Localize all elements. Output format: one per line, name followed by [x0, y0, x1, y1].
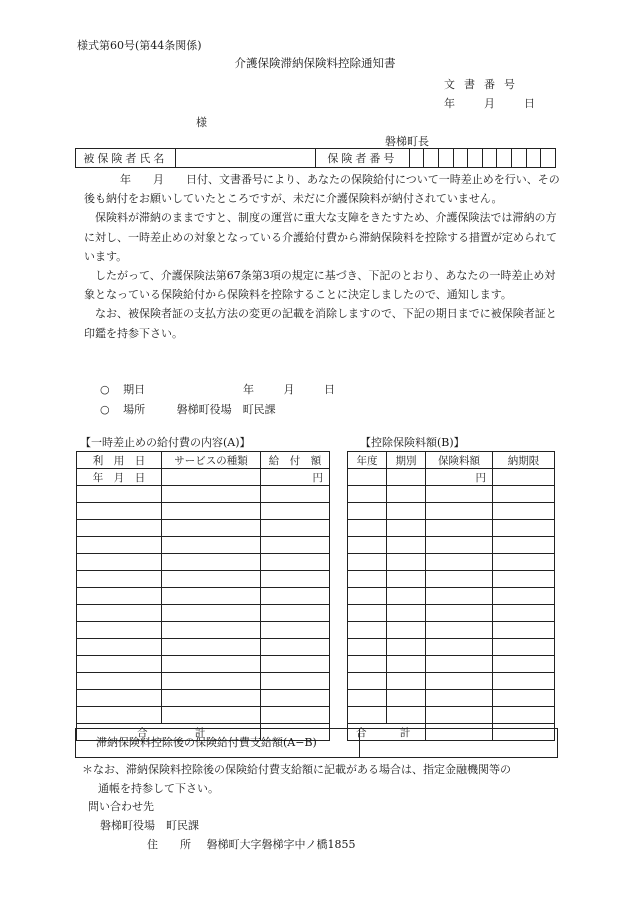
deducted-premium-table [347, 451, 555, 741]
period-cell[interactable] [387, 469, 426, 486]
table-cell[interactable] [493, 707, 555, 724]
place-value: 磐梯町役場 町民課 [176, 403, 276, 416]
total-label-right: 計 [399, 726, 411, 739]
table-cell[interactable] [387, 690, 426, 707]
table-cell[interactable] [493, 554, 555, 571]
table-cell[interactable] [387, 571, 426, 588]
table-row [77, 622, 330, 639]
table-row [348, 673, 555, 690]
insurer-number-digit[interactable] [482, 149, 497, 168]
table-cell[interactable] [162, 554, 261, 571]
table-cell[interactable] [162, 656, 261, 673]
table-row [348, 469, 555, 486]
table-cell[interactable] [387, 673, 426, 690]
table-cell[interactable] [426, 588, 493, 605]
table-cell[interactable] [162, 673, 261, 690]
net-payment-box [75, 728, 558, 758]
table-cell[interactable] [348, 503, 387, 520]
table-cell[interactable] [261, 520, 330, 537]
table-cell[interactable] [348, 588, 387, 605]
due-date-label: 期日 [123, 383, 146, 396]
table-cell[interactable] [77, 622, 162, 639]
table-row [348, 622, 555, 639]
table-cell[interactable] [426, 503, 493, 520]
table-cell[interactable] [162, 520, 261, 537]
body-paragraph-2: 保険料が滞納のままですと、制度の運営に重大な支障をきたすため、介護保険法では滞納の方に対し、一時差止めの対象となっている介護給付費から滞納保険料を控除する措置が定められています。 [84, 211, 557, 263]
table-cell[interactable] [77, 486, 162, 503]
table-row [348, 571, 555, 588]
inquiry-heading: 問い合わせ先 [88, 800, 154, 813]
table-cell[interactable] [77, 707, 162, 724]
table-cell[interactable] [493, 639, 555, 656]
due-date-month: 月 [283, 383, 295, 396]
table-cell[interactable] [348, 554, 387, 571]
address-value: 磐梯町大字磐梯字中ノ橋1855 [206, 838, 356, 851]
table-row [348, 605, 555, 622]
table-cell[interactable] [261, 588, 330, 605]
form-number: 様式第60号(第44条関係) [77, 39, 202, 52]
table-row [77, 486, 330, 503]
table-cell[interactable] [493, 622, 555, 639]
net-payment-amount-field[interactable] [362, 726, 557, 757]
table-row [77, 707, 330, 724]
table-cell[interactable] [387, 639, 426, 656]
table-cell[interactable] [162, 503, 261, 520]
table-cell[interactable] [77, 656, 162, 673]
column-header: 納期限 [493, 452, 555, 469]
table-cell[interactable] [162, 639, 261, 656]
table-cell[interactable] [493, 503, 555, 520]
insurer-number-digit[interactable] [438, 149, 453, 168]
insurer-number-digit[interactable] [526, 149, 541, 168]
total-label-left: 合 [356, 726, 367, 739]
table-row [77, 673, 330, 690]
table-row [348, 639, 555, 656]
service-type-cell[interactable] [162, 469, 261, 486]
table-cell[interactable] [162, 537, 261, 554]
table-cell[interactable] [348, 707, 387, 724]
table-row [77, 690, 330, 707]
inquiry-office: 磐梯町役場 町民課 [100, 819, 199, 832]
total-label-right: 計 [194, 726, 206, 739]
column-header: サービスの種類 [162, 452, 261, 469]
table-cell[interactable] [426, 690, 493, 707]
table-cell[interactable] [261, 707, 330, 724]
table-row [77, 605, 330, 622]
table-cell[interactable] [426, 537, 493, 554]
table-cell[interactable] [387, 486, 426, 503]
insured-name-field[interactable] [175, 149, 315, 168]
table-cell[interactable] [162, 486, 261, 503]
table-cell[interactable] [77, 588, 162, 605]
table-row [77, 571, 330, 588]
table-cell[interactable] [387, 503, 426, 520]
table-cell[interactable] [493, 486, 555, 503]
table-cell[interactable] [348, 571, 387, 588]
table-cell[interactable] [162, 707, 261, 724]
body-paragraph-4: なお、被保険者証の支払方法の変更の記載を消除しますので、下記の期日までに被保険者証と印鑑を持参下さい。 [84, 307, 557, 340]
table-cell[interactable] [387, 520, 426, 537]
table-cell[interactable] [387, 605, 426, 622]
table-cell[interactable] [162, 605, 261, 622]
table-cell[interactable] [77, 554, 162, 571]
table-cell[interactable] [426, 605, 493, 622]
premium-amount-cell[interactable]: 円 [426, 469, 493, 486]
notice-body [84, 170, 562, 343]
table-row [348, 537, 555, 554]
table-row [77, 520, 330, 537]
footer-note-line-2: 通帳を持参して下さい。 [98, 782, 219, 795]
table-cell[interactable] [426, 622, 493, 639]
insurer-number-digit[interactable] [453, 149, 468, 168]
table-cell[interactable] [387, 707, 426, 724]
sender-name: 磐梯町長 [385, 135, 429, 148]
table-cell[interactable] [261, 537, 330, 554]
table-cell[interactable] [493, 571, 555, 588]
table-row [348, 707, 555, 724]
table-a-heading: 【一時差止めの給付費の内容(A)】 [80, 436, 251, 449]
table-cell[interactable] [77, 639, 162, 656]
issue-date-day: 日 [524, 97, 535, 110]
address-label: 住 所 [147, 838, 191, 851]
table-row [77, 554, 330, 571]
table-cell[interactable] [493, 690, 555, 707]
table-row [348, 690, 555, 707]
table-cell[interactable] [261, 503, 330, 520]
table-cell[interactable] [261, 605, 330, 622]
table-cell[interactable] [426, 656, 493, 673]
table-cell[interactable] [493, 673, 555, 690]
table-cell[interactable] [348, 656, 387, 673]
table-cell[interactable] [261, 656, 330, 673]
table-cell[interactable] [348, 605, 387, 622]
insured-name-label: 被保険者氏名 [76, 149, 176, 168]
bullet-mark: ○ [100, 403, 110, 416]
insured-info-table [75, 148, 556, 168]
table-row [348, 554, 555, 571]
insurer-number-digit[interactable] [512, 149, 527, 168]
table-cell[interactable] [261, 690, 330, 707]
table-row [77, 656, 330, 673]
bullet-mark: ○ [100, 383, 110, 396]
table-cell[interactable] [77, 571, 162, 588]
table-cell[interactable] [77, 605, 162, 622]
table-cell[interactable] [387, 537, 426, 554]
table-cell[interactable] [162, 588, 261, 605]
table-cell[interactable] [348, 537, 387, 554]
column-header: 給 付 額 [261, 452, 330, 469]
table-row [77, 503, 330, 520]
table-cell[interactable] [387, 554, 426, 571]
table-cell[interactable] [261, 571, 330, 588]
net-payment-label: 滞納保険料控除後の保険給付費支給額(A−B) [76, 729, 360, 757]
column-header: 利 用 日 [77, 452, 162, 469]
footer-note [82, 760, 560, 798]
table-row [77, 469, 330, 486]
place-row [100, 401, 276, 417]
table-cell[interactable] [77, 537, 162, 554]
table-cell[interactable] [426, 554, 493, 571]
due-date-row [100, 381, 335, 397]
insurer-number-digit[interactable] [497, 149, 512, 168]
place-label: 場所 [123, 403, 146, 416]
table-cell[interactable] [348, 622, 387, 639]
suspended-benefits-table [76, 451, 330, 741]
table-cell[interactable] [493, 537, 555, 554]
usage-date-cell[interactable]: 年 月 日 [77, 469, 162, 486]
table-cell[interactable] [77, 673, 162, 690]
insurer-number-digit[interactable] [424, 149, 439, 168]
table-row [77, 537, 330, 554]
issue-date-year: 年 [444, 97, 455, 110]
table-cell[interactable] [426, 707, 493, 724]
document-number-label: 文書番号 [444, 78, 524, 91]
column-header: 年度 [348, 452, 387, 469]
table-cell[interactable] [261, 673, 330, 690]
table-cell[interactable] [493, 656, 555, 673]
table-cell[interactable] [387, 588, 426, 605]
due-date-day: 日 [324, 383, 335, 396]
table-cell[interactable] [426, 520, 493, 537]
table-cell[interactable] [493, 588, 555, 605]
table-cell[interactable] [162, 622, 261, 639]
table-row [348, 503, 555, 520]
column-header: 期別 [387, 452, 426, 469]
table-cell[interactable] [77, 503, 162, 520]
table-row [348, 588, 555, 605]
insurer-number-digit[interactable] [541, 149, 556, 168]
document-title: 介護保険滞納保険料控除通知書 [234, 56, 396, 70]
table-row [348, 656, 555, 673]
table-cell[interactable] [426, 673, 493, 690]
table-cell[interactable] [261, 622, 330, 639]
body-paragraph-3: したがって、介護保険法第67条第3項の規定に基づき、下記のとおり、あなたの一時差止め対象となっている保険給付から保険料を控除することに決定しましたので、通知します。 [84, 269, 556, 302]
issue-date [444, 95, 535, 111]
table-cell[interactable] [426, 639, 493, 656]
table-cell[interactable] [77, 520, 162, 537]
insurer-number-digit[interactable] [409, 149, 424, 168]
due-date-year: 年 [243, 383, 254, 396]
table-cell[interactable] [162, 571, 261, 588]
table-row [348, 486, 555, 503]
table-cell[interactable] [261, 554, 330, 571]
table-cell[interactable] [348, 690, 387, 707]
table-row [77, 639, 330, 656]
table-cell[interactable] [426, 486, 493, 503]
table-cell[interactable] [387, 622, 426, 639]
insurer-number-digit[interactable] [468, 149, 483, 168]
body-paragraph-1: 年 月 日付、文書番号により、あなたの保険給付について一時差止めを行い、その後も納付をお願いしていたところですが、未だに介護保険料が納付されていません。 [84, 173, 560, 206]
table-cell[interactable] [261, 639, 330, 656]
table-cell[interactable] [387, 656, 426, 673]
table-cell[interactable] [77, 690, 162, 707]
table-row [348, 520, 555, 537]
table-cell[interactable] [348, 673, 387, 690]
inquiry-address [147, 836, 356, 852]
table-cell[interactable] [162, 690, 261, 707]
benefit-amount-cell[interactable]: 円 [261, 469, 330, 486]
table-cell[interactable] [493, 520, 555, 537]
insurer-number-label: 保険者番号 [315, 149, 409, 168]
column-header: 保険料額 [426, 452, 493, 469]
due-date-cell[interactable] [493, 469, 555, 486]
issue-date-month: 月 [484, 97, 495, 110]
total-label-left: 合 [137, 726, 148, 739]
table-row [77, 588, 330, 605]
table-cell[interactable] [348, 486, 387, 503]
table-cell[interactable] [261, 486, 330, 503]
footer-note-line-1: ＊なお、滞納保険料控除後の保険給付費支給額に記載がある場合は、指定金融機関等の [82, 763, 511, 776]
table-cell[interactable] [348, 639, 387, 656]
table-b-heading: 【控除保険料額(B)】 [360, 436, 465, 449]
fiscal-year-cell[interactable] [348, 469, 387, 486]
addressee-suffix: 様 [196, 116, 207, 129]
table-cell[interactable] [493, 605, 555, 622]
table-cell[interactable] [348, 520, 387, 537]
table-cell[interactable] [426, 571, 493, 588]
